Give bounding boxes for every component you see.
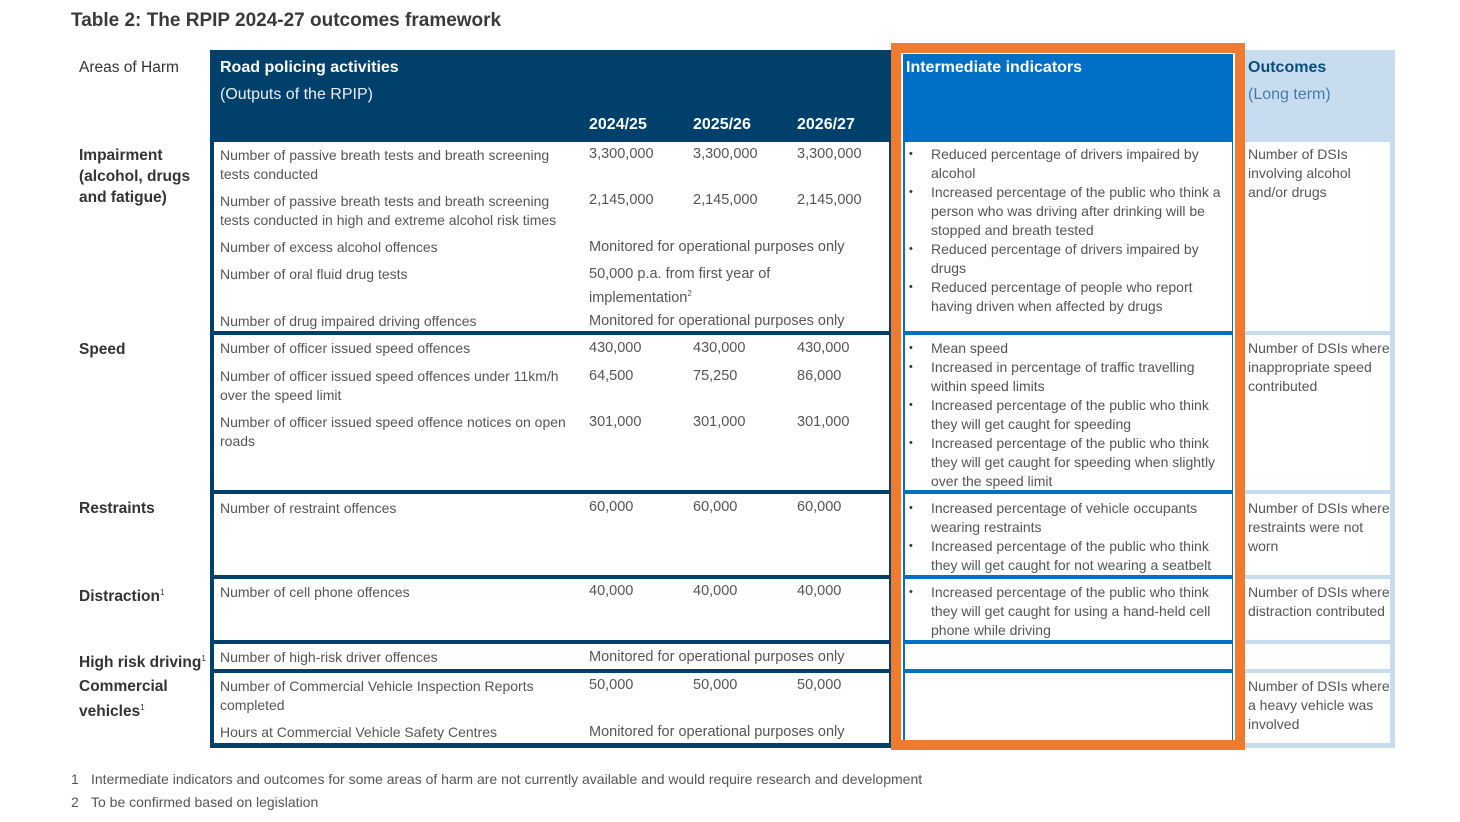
activity-com2: Hours at Commercial Vehicle Safety Centres <box>220 724 497 740</box>
indicator-item: • Increased percentage of vehicle occupants wearing restraints <box>906 499 1231 537</box>
activity-dis1: Number of cell phone offences <box>220 584 410 600</box>
value-spd2-y1: 64,500 <box>589 368 634 384</box>
value-hrd1-span: Monitored for operational purposes only <box>589 649 845 665</box>
value-spd1-y3: 430,000 <box>797 340 850 356</box>
value-dis1-y1: 40,000 <box>589 583 634 599</box>
indicators-distraction <box>906 583 1231 640</box>
value-spd3-y1: 301,000 <box>589 414 642 430</box>
indicator-item: • Increased in percentage of traffic travelling within speed limits <box>906 358 1231 396</box>
area-high-risk-driving: High risk driving$^1$ <box>79 654 206 672</box>
value-dis1-y3: 40,000 <box>797 583 842 599</box>
year-header-2: 2025/26 <box>693 116 751 133</box>
activities-header-subtitle: (Outputs of the RPIP) <box>220 86 373 103</box>
indicator-item: • Increased percentage of the public who think they will get caught for speeding when slightly over the speed limit <box>906 434 1231 491</box>
activity-imp4: Number of oral fluid drug tests <box>220 266 408 282</box>
table-title: Table 2: The RPIP 2024-27 outcomes framework <box>71 10 502 31</box>
value-imp2-y1: 2,145,000 <box>589 192 654 208</box>
value-com1-y2: 50,000 <box>693 677 738 693</box>
footnote-1: 1 Intermediate indicators and outcomes for some areas of harm are not currently available and would require research and development <box>71 771 923 787</box>
activity-com1: Number of Commercial Vehicle Inspection Reports completed <box>220 678 534 713</box>
value-imp1-y3: 3,300,000 <box>797 146 862 162</box>
indicator-item: • Increased percentage of the public who think they will get caught for not wearing a seatbelt <box>906 537 1231 575</box>
value-imp4-span: 50,000 p.a. from first year of implementation$^2$ <box>589 266 771 306</box>
outcomes-header-title: Outcomes <box>1248 59 1327 76</box>
value-res1-y1: 60,000 <box>589 499 634 515</box>
value-spd1-y2: 430,000 <box>693 340 746 356</box>
value-spd1-y1: 430,000 <box>589 340 642 356</box>
value-imp2-y2: 2,145,000 <box>693 192 758 208</box>
indicators-impairment <box>906 145 1231 316</box>
indicator-item: • Mean speed <box>906 339 1231 358</box>
value-com1-y3: 50,000 <box>797 677 842 693</box>
intermediate-section-commercial <box>905 673 1232 742</box>
activity-spd2: Number of officer issued speed offences under 11km/h over the speed limit <box>220 368 559 403</box>
outcomes-header-subtitle: (Long term) <box>1248 86 1331 103</box>
activity-imp1: Number of passive breath tests and breath screening tests conducted <box>220 147 550 182</box>
activity-spd1: Number of officer issued speed offences <box>220 340 471 356</box>
value-com1-y1: 50,000 <box>589 677 634 693</box>
area-impairment: Impairment (alcohol, drugs and fatigue) <box>79 147 191 206</box>
outcome-speed: Number of DSIs where inappropriate speed contributed <box>1248 340 1390 394</box>
value-imp5-span: Monitored for operational purposes only <box>589 313 845 329</box>
area-distraction: Distraction$^1$ <box>79 588 165 606</box>
value-imp2-y3: 2,145,000 <box>797 192 862 208</box>
outcome-distraction: Number of DSIs where distraction contributed <box>1248 584 1390 619</box>
indicator-item: • Increased percentage of the public who think they will get caught for speeding <box>906 396 1231 434</box>
indicator-item: • Increased percentage of the public who think they will get caught for using a hand-held cell phone while driving <box>906 583 1231 640</box>
activity-spd3: Number of officer issued speed offence notices on open roads <box>220 414 566 449</box>
outcome-commercial: Number of DSIs where a heavy vehicle was involved <box>1248 678 1390 732</box>
area-commercial-vehicles: Commercial vehicles$^1$ <box>79 678 168 721</box>
outcomes-section-high-risk <box>1245 644 1390 669</box>
activity-res1: Number of restraint offences <box>220 500 397 516</box>
indicator-item: • Reduced percentage of people who report having driven when affected by drugs <box>906 278 1231 316</box>
value-spd3-y3: 301,000 <box>797 414 850 430</box>
value-spd2-y3: 86,000 <box>797 368 842 384</box>
outcome-restraints: Number of DSIs where restraints were not worn <box>1248 500 1390 554</box>
activity-imp5: Number of drug impaired driving offences <box>220 313 477 329</box>
value-imp1-y1: 3,300,000 <box>589 146 654 162</box>
year-header-1: 2024/25 <box>589 116 647 133</box>
intermediate-header: Intermediate indicators <box>906 59 1083 76</box>
value-res1-y3: 60,000 <box>797 499 842 515</box>
activity-imp2: Number of passive breath tests and breath screening tests conducted in high and extreme alcohol risk times <box>220 193 557 228</box>
year-header-3: 2026/27 <box>797 116 855 133</box>
activity-imp3: Number of excess alcohol offences <box>220 239 438 255</box>
activities-header-title: Road policing activities <box>220 59 399 76</box>
areas-of-harm-header: Areas of Harm <box>79 59 179 76</box>
value-dis1-y2: 40,000 <box>693 583 738 599</box>
indicator-item: • Reduced percentage of drivers impaired by alcohol <box>906 145 1231 183</box>
indicator-item: • Reduced percentage of drivers impaired by drugs <box>906 240 1231 278</box>
indicators-speed <box>906 339 1231 491</box>
intermediate-section-high-risk <box>905 644 1232 669</box>
value-spd2-y2: 75,250 <box>693 368 738 384</box>
outcome-impairment: Number of DSIs involving alcohol and/or drugs <box>1248 146 1351 200</box>
value-res1-y2: 60,000 <box>693 499 738 515</box>
value-spd3-y2: 301,000 <box>693 414 746 430</box>
activity-hrd1: Number of high-risk driver offences <box>220 649 438 665</box>
area-speed: Speed <box>79 341 126 358</box>
value-com2-span: Monitored for operational purposes only <box>589 724 845 740</box>
indicators-restraints <box>906 499 1231 575</box>
value-imp1-y2: 3,300,000 <box>693 146 758 162</box>
indicator-item: • Increased percentage of the public who think a person who was driving after drinking will be stopped and breath tested <box>906 183 1231 240</box>
value-imp3-span: Monitored for operational purposes only <box>589 239 845 255</box>
area-restraints: Restraints <box>79 500 155 517</box>
footnote-2: 2 To be confirmed based on legislation <box>71 794 319 810</box>
